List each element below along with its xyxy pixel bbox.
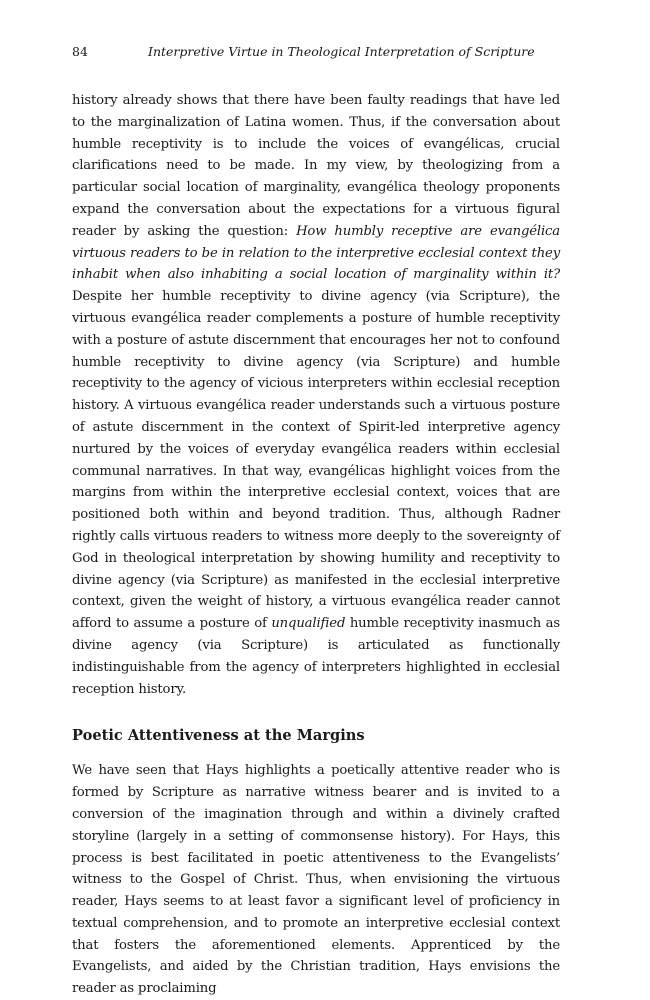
paragraph-1-question: How humbly receptive are evangélica virtuous readers to be in relation to the interpretive ecclesial context they inhabit when also inhabiting a social location of marginality within it? bbox=[72, 223, 561, 283]
paragraph-1-text-c: humble receptivity inasmuch as divine agency (via Scripture) is articulated as functionally indistinguishable from the agency of interpreters highlighted in ecclesial reception history. bbox=[72, 616, 560, 697]
section-heading: Poetic Attentiveness at the Margins bbox=[72, 727, 365, 745]
paragraph-1-text-b: Despite her humble receptivity to divine agency (via Scripture), the virtuous evangélica reader complements a posture of humble receptivity with a posture of astute discernment that encourages her not to confound humble receptivity to divine agency (via Scripture) and humble receptivity to the agency of vicious interpreters within ecclesial reception history. A virtuous evangélica reader understands such a virtuous posture of astute discernment in the context of Spirit-led interpretive agency nurtured by the voices of everyday evangélica readers within ecclesial communal narratives. In that way, evangélicas highlight voices from the margins from within the interpretive ecclesial context, voices that are positioned both within and beyond tradition. Thus, although Radner rightly calls virtuous readers to witness more deeply to the sovereignty of God in theological interpretation by showing humility and receptivity to divine agency (via Scripture) as manifested in the ecclesial interpretive context, given the weight of history, a virtuous evangélica reader cannot afford to assume a posture of bbox=[72, 289, 560, 632]
running-title: Interpretive Virtue in Theological Interpretation of Scripture bbox=[148, 44, 535, 59]
page-number: 84 bbox=[72, 44, 88, 59]
body-paragraph-2: We have seen that Hays highlights a poetically attentive reader who is formed by Scripture as narrative witness bearer and is invited to a conversion of the imagination through and within a divinely crafted storyline (largely in a setting of commonsense history). For Hays, this process is best facilitated in poetic attentiveness to the Evangelists’ witness to the Gospel of Christ. Thus, when envisioning the virtuous reader, Hays seems to at least favor a significant level of proficiency in textual comprehension, and to promote an interpretive ecclesial context that fosters the aforementioned elements. Apprenticed by the Evangelists, and aided by the Christian tradition, Hays envisions the reader as proclaiming bbox=[72, 763, 560, 997]
paragraph-1-emphasis: unqualified bbox=[271, 616, 346, 632]
running-head bbox=[72, 44, 560, 66]
page bbox=[72, 44, 560, 1000]
body-paragraph-1 bbox=[72, 90, 560, 700]
paragraph-1-text-a: history already shows that there have been faulty readings that have led to the marginalization of Latina women. Thus, if the conversation about humble receptivity is to include the voices of evangélicas, crucial clarifications need to be made. In my view, by theologizing from a particular social location of marginality, evangélica theology proponents expand the conversation about the expectations for a virtuous figural reader by asking the question: bbox=[72, 93, 560, 239]
